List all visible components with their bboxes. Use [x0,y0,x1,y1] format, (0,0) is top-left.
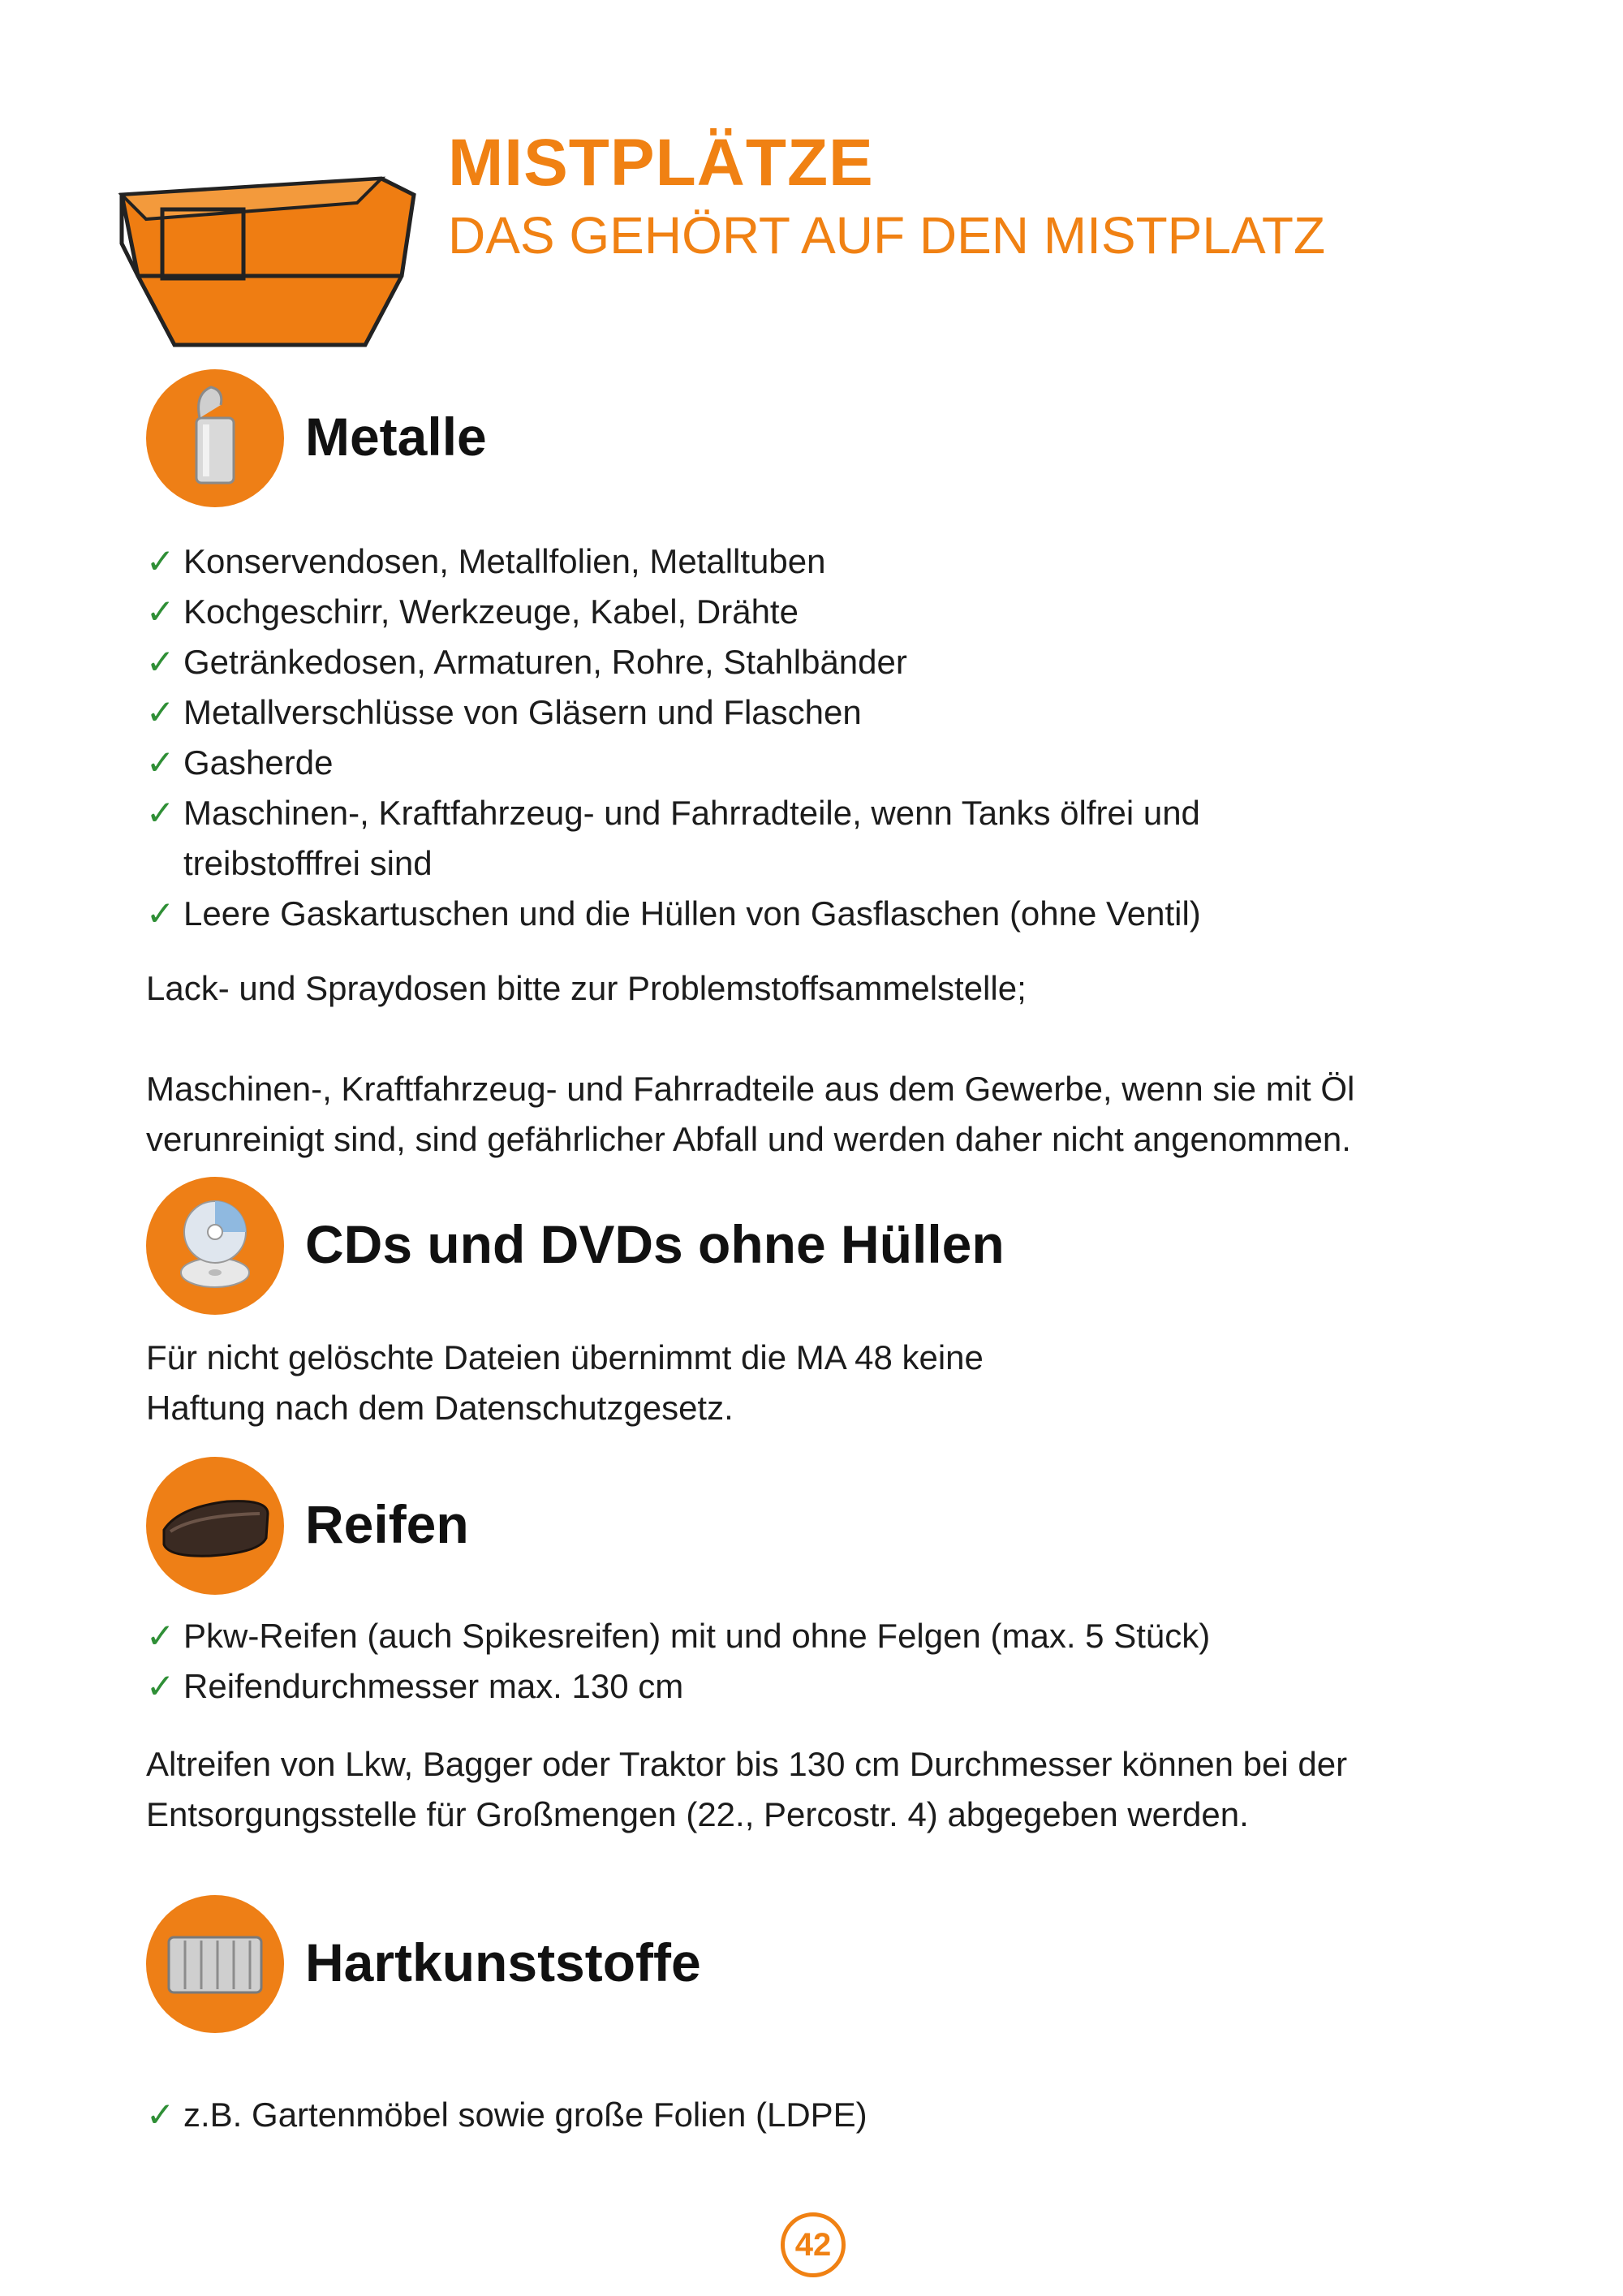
cd-icon [146,1177,284,1315]
check-icon: ✓ [146,643,175,681]
section-hartkunststoffe [146,1895,1526,2140]
list-item: ✓ Maschinen-, Kraftfahrzeug- und Fahrradteile, wenn Tanks ölfrei und treibstofffrei sind [146,788,1319,889]
section-header [146,369,1526,507]
list-item: ✓ Leere Gaskartuschen und die Hüllen von Gasflaschen (ohne Ventil) [146,889,1526,939]
page-header [114,122,1542,365]
note-text: Für nicht gelöschte Dateien übernimmt die MA 48 keine Haftung nach dem Datenschutzgesetz. [146,1338,984,1427]
check-icon: ✓ [146,592,175,631]
section-title: Metalle [305,407,487,467]
check-icon: ✓ [146,2096,175,2134]
list-item: ✓ Kochgeschirr, Werkzeuge, Kabel, Drähte [146,587,1526,637]
check-icon: ✓ [146,1667,175,1705]
checklist [146,536,1526,939]
list-item: ✓ Getränkedosen, Armaturen, Rohre, Stahlbänder [146,637,1526,687]
plastic-crate-icon [146,1895,284,2033]
check-icon: ✓ [146,1617,175,1655]
section-header [146,1457,1526,1595]
section-metalle [146,369,1526,1165]
note-text: Lack- und Spraydosen bitte zur Problemstoffsammelstelle; [146,969,1027,1007]
list-item: ✓ Reifendurchmesser max. 130 cm [146,1661,1526,1712]
check-icon: ✓ [146,794,175,832]
tin-can-icon [146,369,284,507]
section-header [146,1177,1526,1315]
section-reifen [146,1457,1526,1840]
section-title: Reifen [305,1494,469,1554]
checklist [146,1611,1526,1712]
list-item: ✓ Gasherde [146,738,1526,788]
page-number: 42 [781,2212,846,2277]
section-title: Hartkunststoffe [305,1932,701,1992]
page-title: MISTPLÄTZE [448,126,874,200]
tire-icon [146,1457,284,1595]
check-icon: ✓ [146,743,175,782]
check-icon: ✓ [146,693,175,731]
list-item: ✓ Konservendosen, Metallfolien, Metalltuben [146,536,1526,587]
note-text: Maschinen-, Kraftfahrzeug- und Fahrradteile aus dem Gewerbe, wenn sie mit Öl verunreinigt sind, sind gefährlicher Abfall und werden daher nicht angenommen. [146,1070,1355,1158]
waste-skip-icon [114,146,422,349]
list-item: ✓ z.B. Gartenmöbel sowie große Folien (LDPE) [146,2090,1526,2140]
note-text: Altreifen von Lkw, Bagger oder Traktor bis 130 cm Durchmesser können bei der Entsorgungsstelle für Großmengen (22., Percostr. 4) abgegeben werden. [146,1745,1348,1833]
list-item: ✓ Metallverschlüsse von Gläsern und Flaschen [146,687,1526,738]
list-item: ✓ Pkw-Reifen (auch Spikesreifen) mit und ohne Felgen (max. 5 Stück) [146,1611,1526,1661]
check-icon: ✓ [146,542,175,580]
section-header [146,1895,1526,2033]
page-subtitle: DAS GEHÖRT AUF DEN MISTPLATZ [448,206,1326,265]
checklist [146,2090,1526,2140]
section-cds-dvds [146,1177,1526,1433]
check-icon: ✓ [146,894,175,933]
section-title: CDs und DVDs ohne Hüllen [305,1214,1005,1274]
